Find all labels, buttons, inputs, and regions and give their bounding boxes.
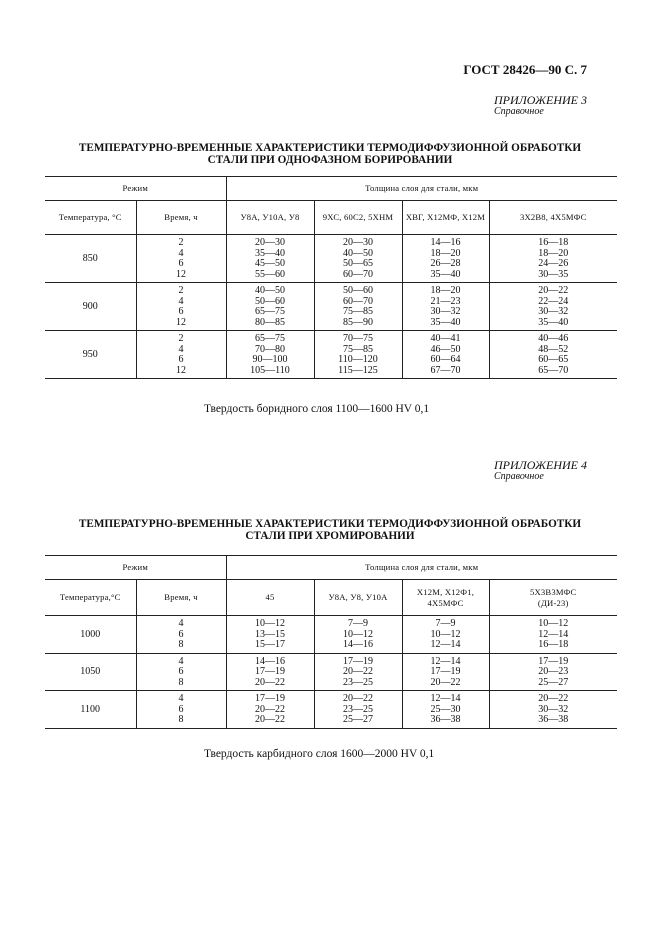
cell-value: 12—14	[430, 639, 461, 650]
cell-value: 20—22	[255, 714, 285, 725]
cell-value: 4	[178, 247, 184, 259]
cell-value: 75—85	[343, 343, 373, 355]
appendix-subtitle: Справочное	[494, 106, 544, 117]
time-cell	[136, 331, 226, 379]
cell-value: 8	[178, 639, 184, 650]
cell-value: 15—17	[255, 639, 285, 650]
appendix-title: ПРИЛОЖЕНИЕ 4	[494, 458, 587, 472]
cell-value: 17—19	[255, 666, 285, 677]
cell-value: 22—24	[538, 295, 569, 307]
cell-value: 25—27	[538, 676, 569, 688]
cell-value: 13—15	[255, 628, 285, 640]
cell-value: 110—120	[338, 354, 378, 365]
header-temperature: Температура, °С	[45, 201, 136, 235]
thickness-cell	[226, 331, 314, 379]
cell-value: 17—19	[343, 655, 373, 667]
cell-value: 50—60	[343, 285, 373, 296]
cell-value: 40—46	[538, 333, 569, 344]
cell-value: 2	[178, 237, 184, 248]
cell-value: 25—27	[343, 714, 373, 725]
cell-value: 6	[178, 258, 184, 269]
time-cell	[136, 283, 226, 331]
header-steel-1: У8А, У10А, У8	[226, 201, 314, 235]
cell-value: 2	[178, 333, 184, 344]
cell-value: 16—18	[538, 639, 569, 650]
cell-value: 20—22	[538, 285, 569, 296]
temperature-cell: 950	[45, 331, 136, 379]
cell-value: 4	[178, 655, 184, 667]
cell-value: 12—14	[538, 628, 569, 640]
borating-note: Твердость боридного слоя 1100—1600 HV 0,1	[204, 403, 430, 415]
cell-value: 48—52	[538, 343, 569, 355]
heading-line: ТЕМПЕРАТУРНО-ВРЕМЕННЫЕ ХАРАКТЕРИСТИКИ ТЕРМОДИФФУЗИОННОЙ ОБРАБОТКИ	[78, 518, 582, 530]
header-mode: Режим	[45, 177, 226, 201]
cell-value: 30—32	[538, 703, 569, 715]
thickness-cell	[489, 283, 617, 331]
table-heading-borating	[40, 142, 620, 166]
appendix-title: ПРИЛОЖЕНИЕ 3	[494, 93, 587, 107]
cell-value: 14—16	[255, 655, 285, 667]
cell-value: 4	[178, 343, 184, 355]
cell-value: 20—22	[538, 693, 569, 704]
table-row	[45, 653, 617, 691]
cell-value: 67—70	[430, 364, 461, 376]
cell-value: 65—75	[255, 306, 285, 317]
cell-value: 10—12	[343, 628, 373, 640]
header-steel-1: 45	[226, 580, 314, 616]
borating-table	[45, 176, 617, 379]
header-temperature: Температура,°С	[45, 580, 136, 616]
cell-value: 70—80	[255, 343, 285, 355]
cell-value: 85—90	[343, 316, 373, 328]
cell-value: 10—12	[538, 618, 569, 629]
cell-value: 16—18	[538, 237, 569, 248]
thickness-cell	[489, 616, 617, 654]
cell-value: 65—75	[255, 333, 285, 344]
page-header: ГОСТ 28426—90 С. 7	[463, 62, 587, 77]
table-heading-chromizing	[40, 518, 620, 542]
cell-value: 35—40	[430, 268, 461, 280]
cell-value: 18—20	[430, 285, 461, 296]
cell-value: 20—23	[538, 666, 569, 677]
appendix-4-label	[494, 459, 587, 483]
thickness-cell	[489, 691, 617, 729]
cell-value: 21—23	[430, 295, 461, 307]
cell-value: 50—60	[255, 295, 285, 307]
cell-value: 4	[178, 693, 184, 704]
thickness-cell	[489, 653, 617, 691]
cell-value: 20—22	[430, 676, 461, 688]
temperature-cell: 1100	[45, 691, 136, 729]
thickness-cell	[489, 331, 617, 379]
time-cell	[136, 691, 226, 729]
cell-value: 40—41	[430, 333, 461, 344]
heading-line: СТАЛИ ПРИ ХРОМИРОВАНИИ	[245, 530, 415, 542]
cell-value: 65—70	[538, 364, 569, 376]
cell-value: 12	[176, 364, 186, 376]
cell-value: 20—22	[255, 676, 285, 688]
cell-value: 7—9	[348, 618, 368, 629]
cell-value: 14—16	[430, 237, 461, 248]
cell-value: 60—64	[430, 354, 461, 365]
cell-value: 115—125	[338, 364, 378, 376]
header-steel-2: У8А, У8, У10А	[314, 580, 402, 616]
cell-value: 14—16	[343, 639, 373, 650]
cell-value: 40—50	[343, 247, 373, 259]
table-row	[45, 616, 617, 654]
header-steel-4	[489, 580, 617, 616]
cell-value: 35—40	[430, 316, 461, 328]
cell-value: 30—32	[430, 306, 461, 317]
cell-value: 4	[178, 295, 184, 307]
thickness-cell	[314, 653, 402, 691]
cell-value: 18—20	[538, 247, 569, 259]
cell-value: 23—25	[343, 676, 373, 688]
appendix-subtitle: Справочное	[494, 471, 544, 482]
cell-value: 80—85	[255, 316, 285, 328]
cell-value: 105—110	[250, 364, 290, 376]
thickness-cell	[402, 283, 489, 331]
chromizing-table	[45, 555, 617, 729]
temperature-cell: 900	[45, 283, 136, 331]
thickness-cell	[314, 283, 402, 331]
cell-value: 24—26	[538, 258, 569, 269]
cell-value: 60—70	[343, 268, 373, 280]
cell-value: 12	[176, 316, 186, 328]
thickness-cell	[314, 616, 402, 654]
cell-value: 46—50	[430, 343, 461, 355]
cell-value: 60—70	[343, 295, 373, 307]
cell-value: 4	[178, 618, 184, 629]
cell-value: 2	[178, 285, 184, 296]
chromizing-note: Твердость карбидного слоя 1600—2000 HV 0,1	[204, 748, 435, 760]
table-row	[45, 283, 617, 331]
cell-value: 36—38	[538, 714, 569, 725]
header-thickness: Толщина слоя для стали, мкм	[226, 177, 617, 201]
cell-value: 30—35	[538, 268, 569, 280]
thickness-cell	[226, 691, 314, 729]
header-steel-3-line1: Х12М, Х12Ф1,	[416, 587, 475, 597]
heading-line: СТАЛИ ПРИ ОДНОФАЗНОМ БОРИРОВАНИИ	[207, 154, 453, 166]
cell-value: 20—22	[255, 703, 285, 715]
header-steel-4: 3Х2В8, 4Х5МФС	[489, 201, 617, 235]
cell-value: 60—65	[538, 354, 569, 365]
cell-value: 8	[178, 714, 184, 725]
thickness-cell	[402, 616, 489, 654]
cell-value: 55—60	[255, 268, 285, 280]
heading-line: ТЕМПЕРАТУРНО-ВРЕМЕННЫЕ ХАРАКТЕРИСТИКИ ТЕРМОДИФФУЗИОННОЙ ОБРАБОТКИ	[78, 142, 582, 154]
cell-value: 35—40	[255, 247, 285, 259]
thickness-cell	[402, 653, 489, 691]
header-time: Время, ч	[136, 201, 226, 235]
thickness-cell	[226, 235, 314, 283]
cell-value: 75—85	[343, 306, 373, 317]
cell-value: 30—32	[538, 306, 569, 317]
cell-value: 12—14	[430, 655, 461, 667]
cell-value: 90—100	[252, 354, 288, 365]
appendix-3-label	[494, 94, 587, 118]
header-steel-3	[402, 580, 489, 616]
cell-value: 6	[178, 628, 184, 640]
cell-value: 12—14	[430, 693, 461, 704]
thickness-cell	[402, 235, 489, 283]
thickness-cell	[402, 691, 489, 729]
cell-value: 7—9	[435, 618, 456, 629]
cell-value: 20—22	[343, 666, 373, 677]
cell-value: 10—12	[255, 618, 285, 629]
table-row	[45, 691, 617, 729]
header-steel-3: ХВГ, Х12МФ, Х12М	[402, 201, 489, 235]
cell-value: 6	[178, 354, 184, 365]
cell-value: 26—28	[430, 258, 461, 269]
thickness-cell	[314, 331, 402, 379]
thickness-cell	[226, 653, 314, 691]
cell-value: 17—19	[538, 655, 569, 667]
cell-value: 70—75	[343, 333, 373, 344]
table-row	[45, 331, 617, 379]
cell-value: 6	[178, 703, 184, 715]
thickness-cell	[402, 331, 489, 379]
cell-value: 20—22	[343, 693, 373, 704]
table-row	[45, 235, 617, 283]
cell-value: 6	[178, 306, 184, 317]
cell-value: 20—30	[255, 237, 285, 248]
thickness-cell	[226, 616, 314, 654]
header-thickness: Толщина слоя для стали, мкм	[226, 556, 617, 580]
cell-value: 36—38	[430, 714, 461, 725]
header-steel-4-line2: (ДИ-23)	[537, 597, 569, 608]
thickness-cell	[314, 691, 402, 729]
time-cell	[136, 616, 226, 654]
cell-value: 50—65	[343, 258, 373, 269]
header-time: Время, ч	[136, 580, 226, 616]
cell-value: 40—50	[255, 285, 285, 296]
cell-value: 23—25	[343, 703, 373, 715]
cell-value: 45—50	[255, 258, 285, 269]
temperature-cell: 850	[45, 235, 136, 283]
cell-value: 17—19	[430, 666, 461, 677]
cell-value: 8	[178, 676, 184, 688]
cell-value: 17—19	[255, 693, 285, 704]
time-cell	[136, 653, 226, 691]
time-cell	[136, 235, 226, 283]
cell-value: 12	[176, 268, 186, 280]
cell-value: 10—12	[430, 628, 461, 640]
header-steel-4-line1: 5Х3В3МФС	[530, 587, 577, 597]
thickness-cell	[489, 235, 617, 283]
thickness-cell	[226, 283, 314, 331]
thickness-cell	[314, 235, 402, 283]
header-mode: Режим	[45, 556, 226, 580]
header-steel-2: 9ХС, 60С2, 5ХНМ	[314, 201, 402, 235]
cell-value: 18—20	[430, 247, 461, 259]
cell-value: 6	[178, 666, 184, 677]
temperature-cell: 1050	[45, 653, 136, 691]
cell-value: 25—30	[430, 703, 461, 715]
cell-value: 20—30	[343, 237, 373, 248]
temperature-cell: 1000	[45, 616, 136, 654]
cell-value: 35—40	[538, 316, 569, 328]
header-steel-3-line2: 4Х5МФС	[427, 597, 464, 608]
